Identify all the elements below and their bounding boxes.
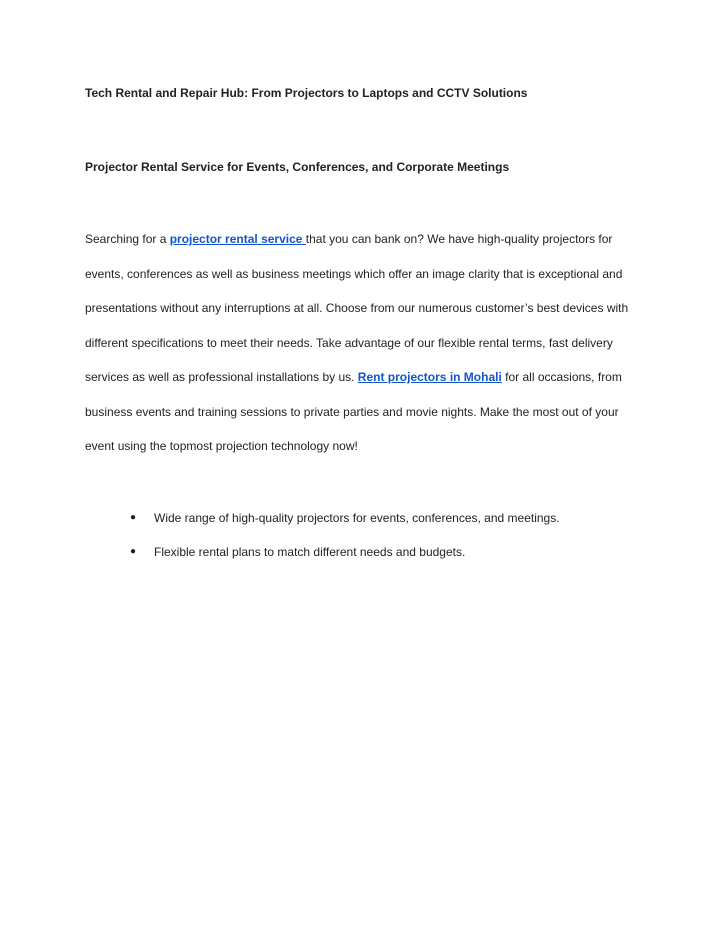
- paragraph-line-4: different specifications to meet their needs. Take advantage of our flexible rental terms, fast delivery: [85, 335, 613, 350]
- paragraph-line-2: events, conferences as well as business meetings which offer an image clarity that is exceptional and: [85, 266, 623, 281]
- text-run: Searching for a: [85, 232, 170, 246]
- bullet-icon: ●: [130, 512, 137, 523]
- paragraph-line-1: [85, 222, 645, 257]
- projector-rental-service-link[interactable]: projector rental service: [169, 232, 306, 246]
- paragraph-line-6: business events and training sessions to private parties and movie nights. Make the most out of your: [85, 404, 619, 419]
- section-heading: Projector Rental Service for Events, Conferences, and Corporate Meetings: [85, 160, 510, 174]
- list-item-text: Flexible rental plans to match different needs and budgets.: [154, 545, 466, 559]
- list-item: [130, 543, 650, 577]
- paragraph-line-7: event using the topmost projection technology now!: [85, 439, 358, 453]
- paragraph-line-3: presentations without any interruptions at all. Choose from our numerous customer’s best devices with: [85, 301, 629, 315]
- text-run: that you can bank on? We have high-quality projectors for: [305, 232, 613, 246]
- bullet-list: [130, 509, 650, 577]
- paragraph-line-5: [85, 360, 645, 395]
- text-run: services as well as professional installations by us.: [85, 370, 358, 384]
- text-run: for all occasions, from: [501, 370, 622, 384]
- list-item: [130, 509, 650, 543]
- rent-projectors-mohali-link[interactable]: Rent projectors in Mohali: [357, 370, 502, 384]
- body-paragraph: [85, 222, 645, 464]
- document-title: Tech Rental and Repair Hub: From Projectors to Laptops and CCTV Solutions: [85, 86, 528, 100]
- list-item-text: Wide range of high-quality projectors for events, conferences, and meetings.: [154, 511, 560, 525]
- bullet-icon: ●: [130, 546, 137, 557]
